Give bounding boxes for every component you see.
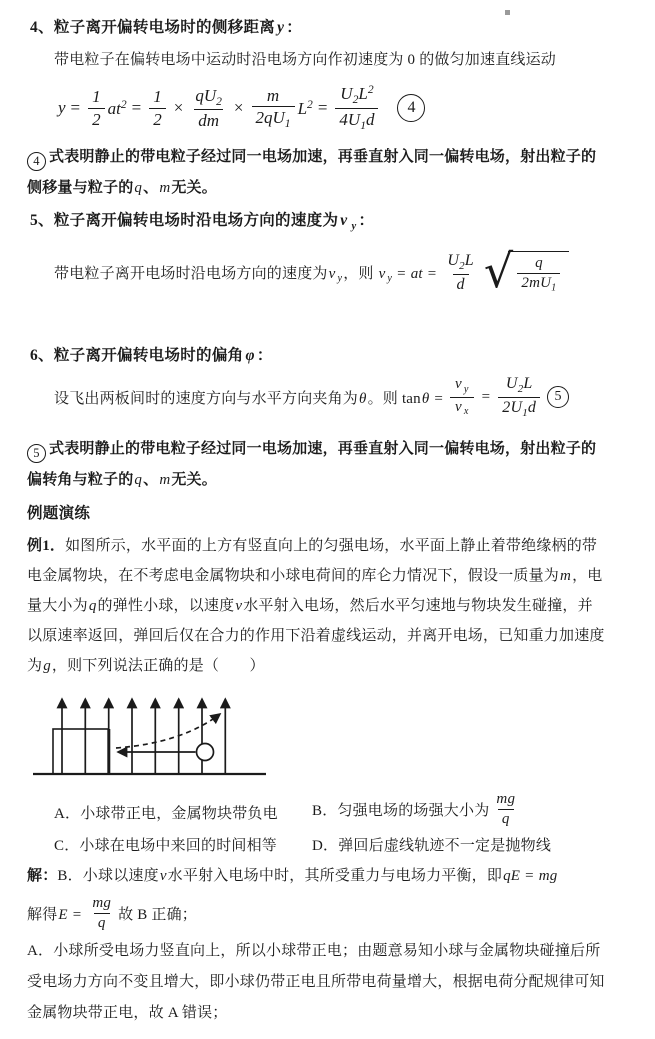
fraction-denominator: $2qU_1$: [252, 106, 295, 131]
example-1-paragraph: [27, 531, 605, 681]
equals-sign: =: [70, 98, 81, 117]
fraction-numerator: v $_y$: [455, 376, 469, 395]
radicand: [508, 251, 569, 295]
example-1-line: 例1．如图所示，水平面的上方有竖直向上的匀强电场，水平面上静止着带绝缘柄的带: [27, 538, 598, 554]
option-a: A．小球带正电，金属物块带负电: [54, 806, 278, 822]
circled-5-icon: 5: [27, 444, 46, 463]
section-5-heading: 5、粒子离开偏转电场时沿电场方向的速度为 v $_y$ ：: [30, 212, 375, 232]
fraction-denominator: 2: [88, 108, 105, 130]
solution-a-line: 受电场力方向不变且增大，即小球仍带正电且所带电荷量增大，根据电荷分配规律可知: [27, 974, 605, 990]
fraction-qU2-dm: [191, 85, 226, 132]
square-root: [483, 244, 570, 299]
fraction-numerator: m: [266, 85, 280, 105]
fraction-denominator: v $_x$: [450, 397, 474, 419]
fraction-numerator: $U_2L$: [505, 375, 533, 395]
option-b-text: B．匀强电场的场强大小为: [312, 802, 490, 819]
section-6-body: [54, 372, 569, 422]
equals-sign: =: [317, 98, 328, 117]
solution-line-1: 解：B．小球以速度v水平射入电场中时，其所受重力与电场力平衡，即qE = mg: [27, 868, 558, 884]
equation-tag-5: 5: [547, 386, 569, 408]
radical-sign: √: [483, 244, 514, 299]
section-6-text: 设飞出两板间时的速度方向与水平方向夹角为θ。则 tanθ =: [54, 390, 448, 407]
solution-line-2-post: 故 B 正确；: [118, 906, 197, 923]
fraction-denominator: 2: [149, 108, 166, 130]
fraction-numerator: $U_2L$: [447, 252, 474, 273]
solution-line-2-pre: 解得E =: [27, 906, 86, 923]
fraction-vy-vx: [450, 375, 474, 419]
fraction-denominator: $2U_1d$: [498, 397, 540, 420]
option-b: [312, 786, 522, 832]
fraction-numerator: $U_2L^2$: [340, 83, 374, 107]
section-6-note-line2: 偏转角与粒子的q、m无关。: [27, 472, 217, 488]
formula-displacement: [58, 82, 425, 134]
circled-4-icon: 4: [27, 152, 46, 171]
fraction-m-2qU1: [252, 85, 295, 132]
fraction-numerator: q: [535, 254, 543, 271]
equation-tag-4: 4: [397, 94, 425, 122]
fraction-U2L-2U1d: [498, 374, 540, 420]
fraction-mg-q: [88, 894, 115, 933]
fraction-U2L-d: [443, 251, 478, 294]
section-4-note-line1: [27, 145, 596, 171]
equals-sign: =: [481, 388, 491, 405]
section-4-note-line2: 侧移量与粒子的q、m无关。: [27, 180, 217, 196]
solution-line-2: [27, 890, 197, 936]
var-y: y: [58, 98, 66, 117]
figure-example-1: [32, 686, 268, 780]
fraction-denominator: q: [94, 913, 110, 933]
fraction-denominator: $4U_1d$: [335, 108, 378, 133]
term-at-squared: $at^2$: [107, 97, 127, 118]
example-1-line: 电金属物块，在不考虑电金属物块和小球电荷间的库仑力情况下，假设一质量为m，电: [27, 568, 603, 584]
corner-mark: [505, 10, 510, 15]
solution-paragraph-a: [27, 936, 605, 1029]
example-1-line: 为g，则下列说法正确的是（ ）: [27, 658, 265, 674]
fraction-denominator: q: [498, 809, 514, 829]
fraction-mg-q: [492, 790, 519, 829]
field-arrows: [62, 699, 225, 773]
note-text: 式表明静止的带电粒子经过同一电场加速，再垂直射入同一偏转电场，射出粒子的: [49, 441, 597, 457]
solution-a-line: 金属物块带正电，故 A 错误；: [27, 1005, 228, 1021]
note-text: 式表明静止的带电粒子经过同一电场加速，再垂直射入同一偏转电场，射出粒子的: [49, 149, 597, 165]
option-c: C．小球在电场中来回的时间相等: [54, 838, 278, 854]
times-sign: ×: [233, 98, 244, 117]
fraction-denominator: $2mU_1$: [517, 273, 560, 295]
term-L-squared: $L^2$: [297, 97, 313, 118]
section-4-heading: 4、粒子离开偏转电场时的侧移距离 y ：: [30, 19, 303, 36]
fraction-one-half: [88, 86, 105, 130]
section-6-heading: 6、粒子离开偏转电场时的偏角 φ ：: [30, 347, 273, 364]
section-6-note-line1: [27, 437, 596, 463]
fraction-denominator: dm: [194, 109, 223, 131]
section-5-body: [54, 244, 569, 302]
exercise-heading: 例题演练: [27, 505, 91, 522]
example-1-line: 以原速率返回，弹回后仅在合力的作用下沿着虚线运动，并离开电场，已知重力加速度: [27, 628, 605, 644]
fraction-numerator: 1: [153, 87, 162, 107]
fraction-numerator: mg: [496, 790, 516, 807]
fraction-numerator: mg: [92, 894, 112, 911]
example-1-line: 量大小为q的弹性小球，以速度v水平射入电场，然后水平匀速地与物块发生碰撞，并: [27, 598, 593, 614]
option-d: D．弹回后虚线轨迹不一定是抛物线: [312, 838, 552, 854]
fraction-one-half: [149, 86, 166, 130]
fraction-denominator: d: [453, 274, 469, 295]
fraction-result: [335, 83, 378, 133]
times-sign: ×: [173, 98, 184, 117]
fraction-numerator: $qU_2$: [195, 85, 222, 108]
ball: [197, 744, 214, 761]
section-4-intro: 带电粒子在偏转电场中运动时沿电场方向作初速度为 0 的做匀加速直线运动: [54, 52, 557, 68]
fraction-q-2mU1: [517, 254, 560, 295]
fraction-numerator: 1: [92, 87, 101, 107]
solution-a-line: A．小球所受电场力竖直向上，所以小球带正电；由题意易知小球与金属物块碰撞后所: [27, 943, 601, 959]
section-5-text: 带电粒子离开电场时沿电场方向的速度为v $_y$，则 v $_y$ = at =: [54, 265, 441, 285]
equals-sign: =: [131, 98, 142, 117]
